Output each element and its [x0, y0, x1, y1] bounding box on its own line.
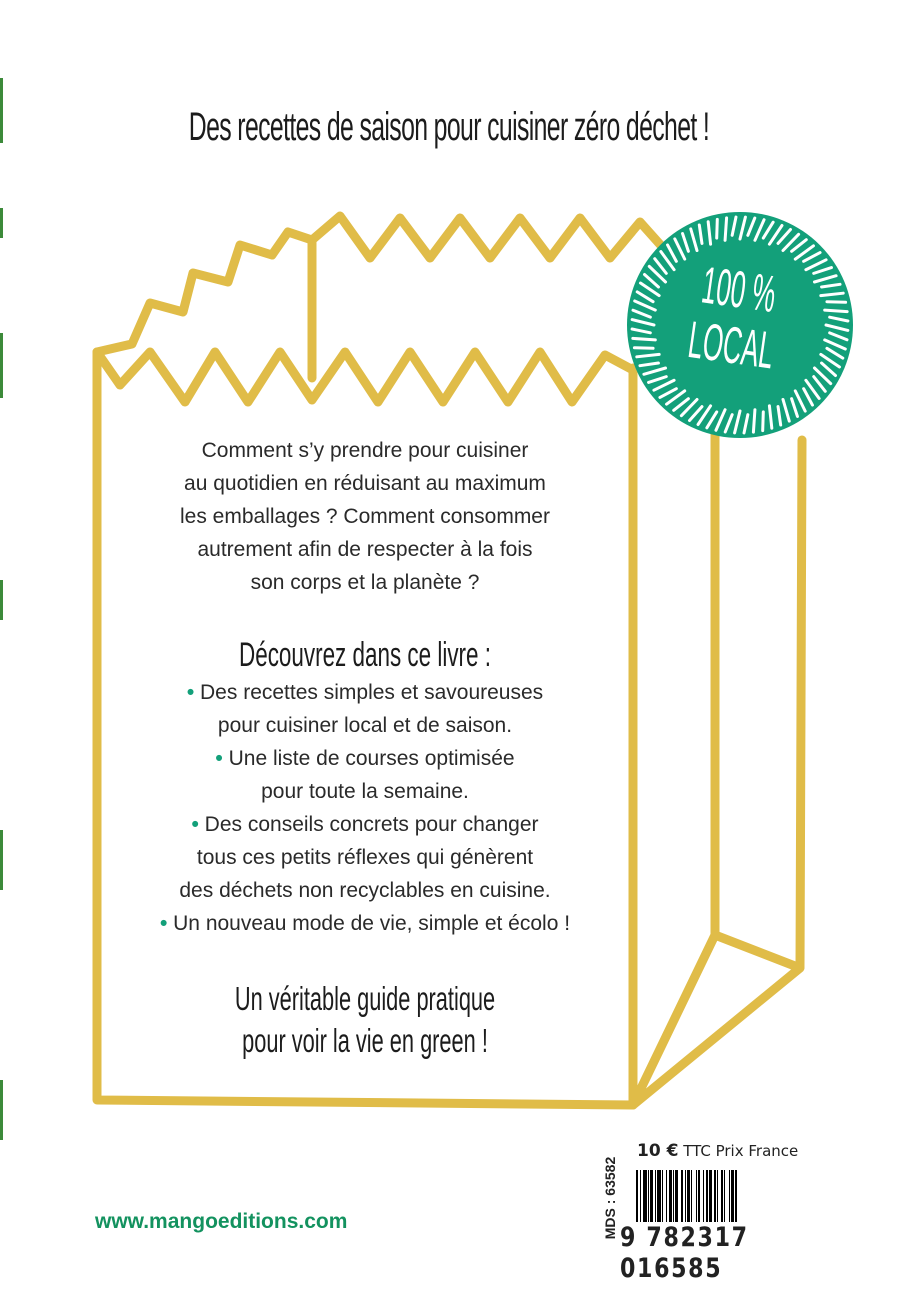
badge-ray: [763, 412, 764, 431]
price: [637, 1141, 798, 1161]
intro-line: son corps et la planète ?: [250, 571, 480, 594]
barcode: [636, 1170, 811, 1222]
badge-line2: LOCAL: [684, 311, 778, 381]
bag-front-zigzag: [97, 352, 633, 402]
item-line: Un nouveau mode de vie, simple et écolo !: [173, 912, 571, 935]
website-link[interactable]: www.mangoeditions.com: [95, 1210, 348, 1233]
isbn-number: 9 782317 016585: [620, 1222, 749, 1284]
closing-line: pour voir la vie en green !: [242, 1022, 488, 1059]
mds-code: MDS : 63582: [602, 1156, 618, 1240]
intro-line: les emballages ? Comment consommer: [180, 505, 550, 528]
intro-paragraph: [110, 434, 620, 599]
barcode-bar: [735, 1170, 737, 1222]
item-line: Des conseils concrets pour changer: [204, 813, 539, 836]
badge-ray: [634, 348, 653, 349]
bag-back-zigzag: [97, 216, 665, 352]
badge-ray: [633, 338, 655, 340]
list-item: [110, 907, 620, 940]
item-line: pour cuisiner local et de saison.: [217, 714, 513, 737]
badge-ray: [753, 410, 755, 432]
closing-tagline: [197, 978, 534, 1062]
item-line: Des recettes simples et savoureuses: [200, 681, 544, 704]
feature-list: [110, 676, 620, 940]
cover-headline: Des recettes de saison pour cuisiner zéro déchet !: [188, 105, 710, 149]
bag-side: [633, 420, 802, 1105]
item-line: pour toute la semaine.: [261, 780, 469, 803]
local-badge-text: [680, 256, 790, 380]
bullet-icon: •: [159, 912, 168, 935]
closing-line: Un véritable guide pratique: [234, 980, 496, 1017]
item-line: Une liste de courses optimisée: [228, 747, 515, 770]
price-amount: 10 €: [637, 1141, 679, 1161]
bullet-icon: •: [186, 681, 195, 704]
bullet-icon: •: [215, 747, 223, 770]
badge-line1: 100 %: [698, 256, 780, 325]
bullet-icon: •: [191, 813, 199, 836]
intro-line: autrement afin de respecter à la fois: [197, 538, 533, 561]
price-label: TTC Prix France: [683, 1142, 799, 1160]
badge-ray: [717, 219, 718, 238]
discover-heading: Découvrez dans ce livre :: [239, 636, 491, 674]
list-item: [110, 676, 620, 709]
list-item: [110, 742, 620, 775]
badge-ray: [827, 302, 846, 303]
intro-line: au quotidien en réduisant au maximum: [184, 472, 546, 495]
badge-ray: [725, 218, 727, 240]
badge-ray: [825, 310, 847, 312]
intro-line: Comment s’y prendre pour cuisiner: [201, 439, 529, 462]
list-item: [110, 808, 620, 841]
item-line: tous ces petits réflexes qui génèrent: [196, 846, 534, 869]
item-line: des déchets non recyclables en cuisine.: [179, 879, 551, 902]
